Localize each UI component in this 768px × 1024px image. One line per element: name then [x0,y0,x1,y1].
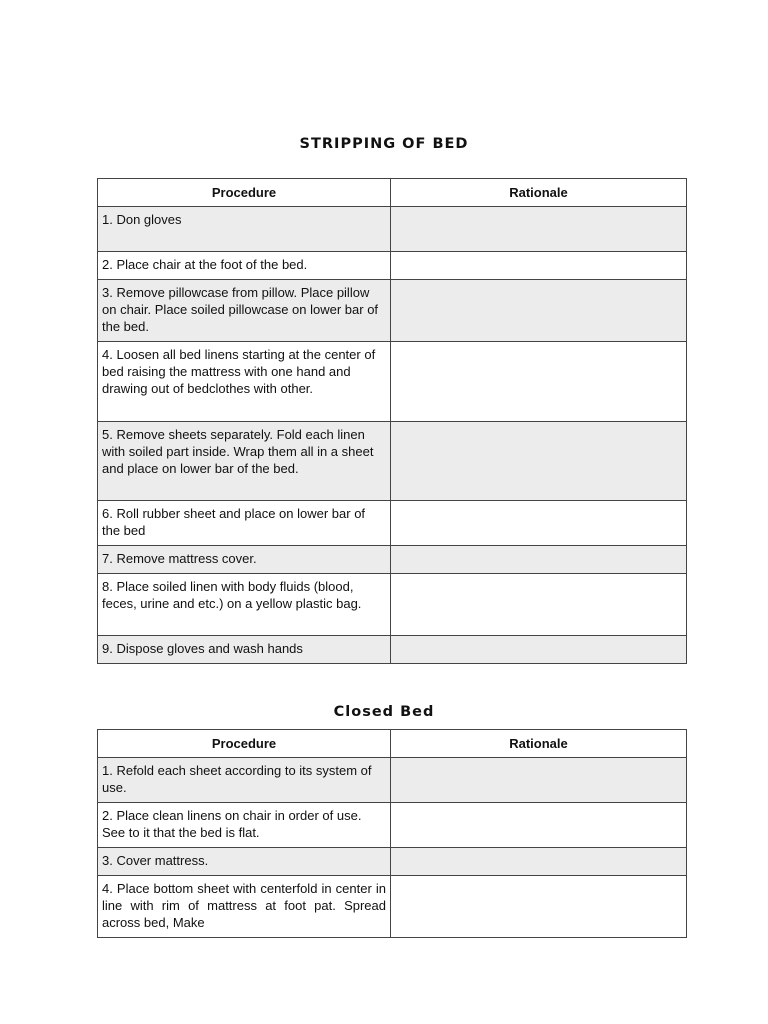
section-title-closed-bed: Closed Bed [333,704,435,720]
rationale-cell [391,636,687,664]
column-header-procedure: Procedure [98,730,391,758]
table-row [98,758,687,803]
procedure-cell: 2. Place clean linens on chair in order of use. See to it that the bed is flat. [98,803,391,848]
table-row [98,342,687,422]
rationale-cell [391,803,687,848]
column-header-rationale: Rationale [391,179,687,207]
stripping-of-bed-table [97,178,687,664]
table-row [98,803,687,848]
section-title-stripping-of-bed: STRIPPING OF BED [299,136,469,152]
rationale-cell [391,252,687,280]
procedure-cell: 9. Dispose gloves and wash hands [98,636,391,664]
column-header-rationale: Rationale [391,730,687,758]
rationale-cell [391,758,687,803]
table-row [98,280,687,342]
table-row [98,848,687,876]
procedure-cell: 7. Remove mattress cover. [98,546,391,574]
procedure-cell: 3. Remove pillowcase from pillow. Place pillow on chair. Place soiled pillowcase on lower bar of the bed. [98,280,391,342]
procedure-cell: 1. Refold each sheet according to its system of use. [98,758,391,803]
table-row [98,574,687,636]
table-row [98,252,687,280]
table-row [98,636,687,664]
closed-bed-table [97,729,687,938]
procedure-cell: 6. Roll rubber sheet and place on lower bar of the bed [98,501,391,546]
procedure-cell: 3. Cover mattress. [98,848,391,876]
procedure-cell: 2. Place chair at the foot of the bed. [98,252,391,280]
rationale-cell [391,342,687,422]
rationale-cell [391,280,687,342]
procedure-cell: 4. Loosen all bed linens starting at the center of bed raising the mattress with one hand and drawing out of bedclothes with other. [98,342,391,422]
table-row [98,876,687,938]
table-row [98,422,687,501]
rationale-cell [391,207,687,252]
procedure-cell: 4. Place bottom sheet with centerfold in center in line with rim of mattress at foot pat. Spread across bed, Make [98,876,391,938]
rationale-cell [391,848,687,876]
table-row [98,207,687,252]
procedure-cell: 1. Don gloves [98,207,391,252]
procedure-cell: 5. Remove sheets separately. Fold each linen with soiled part inside. Wrap them all in a sheet and place on lower bar of the bed. [98,422,391,501]
procedure-cell: 8. Place soiled linen with body fluids (blood, feces, urine and etc.) on a yellow plastic bag. [98,574,391,636]
rationale-cell [391,546,687,574]
rationale-cell [391,574,687,636]
table-row [98,501,687,546]
rationale-cell [391,876,687,938]
rationale-cell [391,501,687,546]
column-header-procedure: Procedure [98,179,391,207]
table-row [98,546,687,574]
rationale-cell [391,422,687,501]
